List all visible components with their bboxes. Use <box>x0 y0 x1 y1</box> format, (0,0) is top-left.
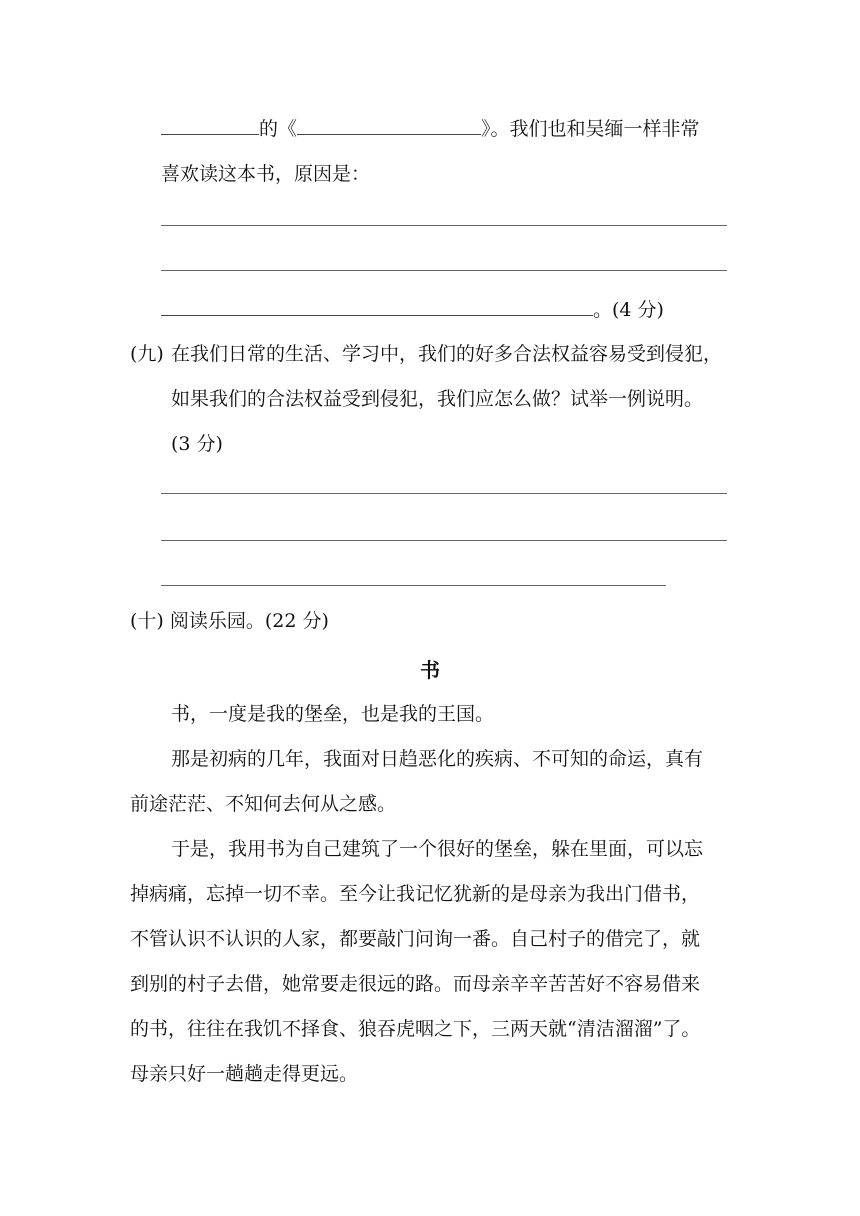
q8-score: 。(4 分) <box>593 299 664 321</box>
answer-blank-author[interactable] <box>161 116 259 135</box>
q8-line1-mid: 的《 <box>259 118 298 140</box>
article-paragraph-1: 书，一度是我的堡垒，也是我的王国。 <box>171 703 495 725</box>
article-paragraph-3-line-2: 掉病痛，忘掉一切不幸。至今让我记忆犹新的是母亲为我出门借书， <box>130 883 701 905</box>
article-paragraph-3-line-1: 于是，我用书为自己建筑了一个很好的堡垒，躲在里面，可以忘 <box>171 838 704 860</box>
article-paragraph-2-line-2: 前途茫茫、不知何去何从之感。 <box>130 793 397 815</box>
q10-heading: (十) 阅读乐园。(22 分) <box>130 610 329 632</box>
answer-line[interactable] <box>161 585 666 586</box>
q8-line1 <box>161 116 700 141</box>
q8-line1-end: 》。我们也和吴缅一样非常 <box>481 118 700 140</box>
q9-line2: 如果我们的合法权益受到侵犯，我们应怎么做？试举一例说明。 <box>171 388 704 410</box>
q9-number: (九) <box>130 343 164 365</box>
answer-blank-reason[interactable] <box>161 297 593 316</box>
answer-line[interactable] <box>161 225 727 226</box>
article-title: 书 <box>420 658 440 682</box>
answer-line[interactable] <box>161 493 727 494</box>
article-paragraph-2-line-1: 那是初病的几年，我面对日趋恶化的疾病、不可知的命运，真有 <box>171 748 704 770</box>
q9-line1: 在我们日常的生活、学习中，我们的好多合法权益容易受到侵犯， <box>171 343 723 365</box>
q9-score: (3 分) <box>171 433 223 455</box>
answer-line[interactable] <box>161 270 727 271</box>
article-paragraph-3-line-3: 不管认识不认识的人家，都要敲门问询一番。自己村子的借完了，就 <box>130 928 701 950</box>
q8-last-line <box>161 297 664 322</box>
answer-blank-book-title[interactable] <box>297 116 481 135</box>
answer-line[interactable] <box>161 540 727 541</box>
q8-line2: 喜欢读这本书，原因是： <box>161 163 371 185</box>
article-paragraph-3-line-6: 母亲只好一趟趟走得更远。 <box>130 1063 359 1085</box>
article-paragraph-3-line-4: 到别的村子去借，她常要走很远的路。而母亲辛辛苦苦好不容易借来 <box>130 973 701 995</box>
article-paragraph-3-line-5: 的书，往往在我饥不择食、狼吞虎咽之下，三两天就“清洁溜溜”了。 <box>130 1018 701 1040</box>
